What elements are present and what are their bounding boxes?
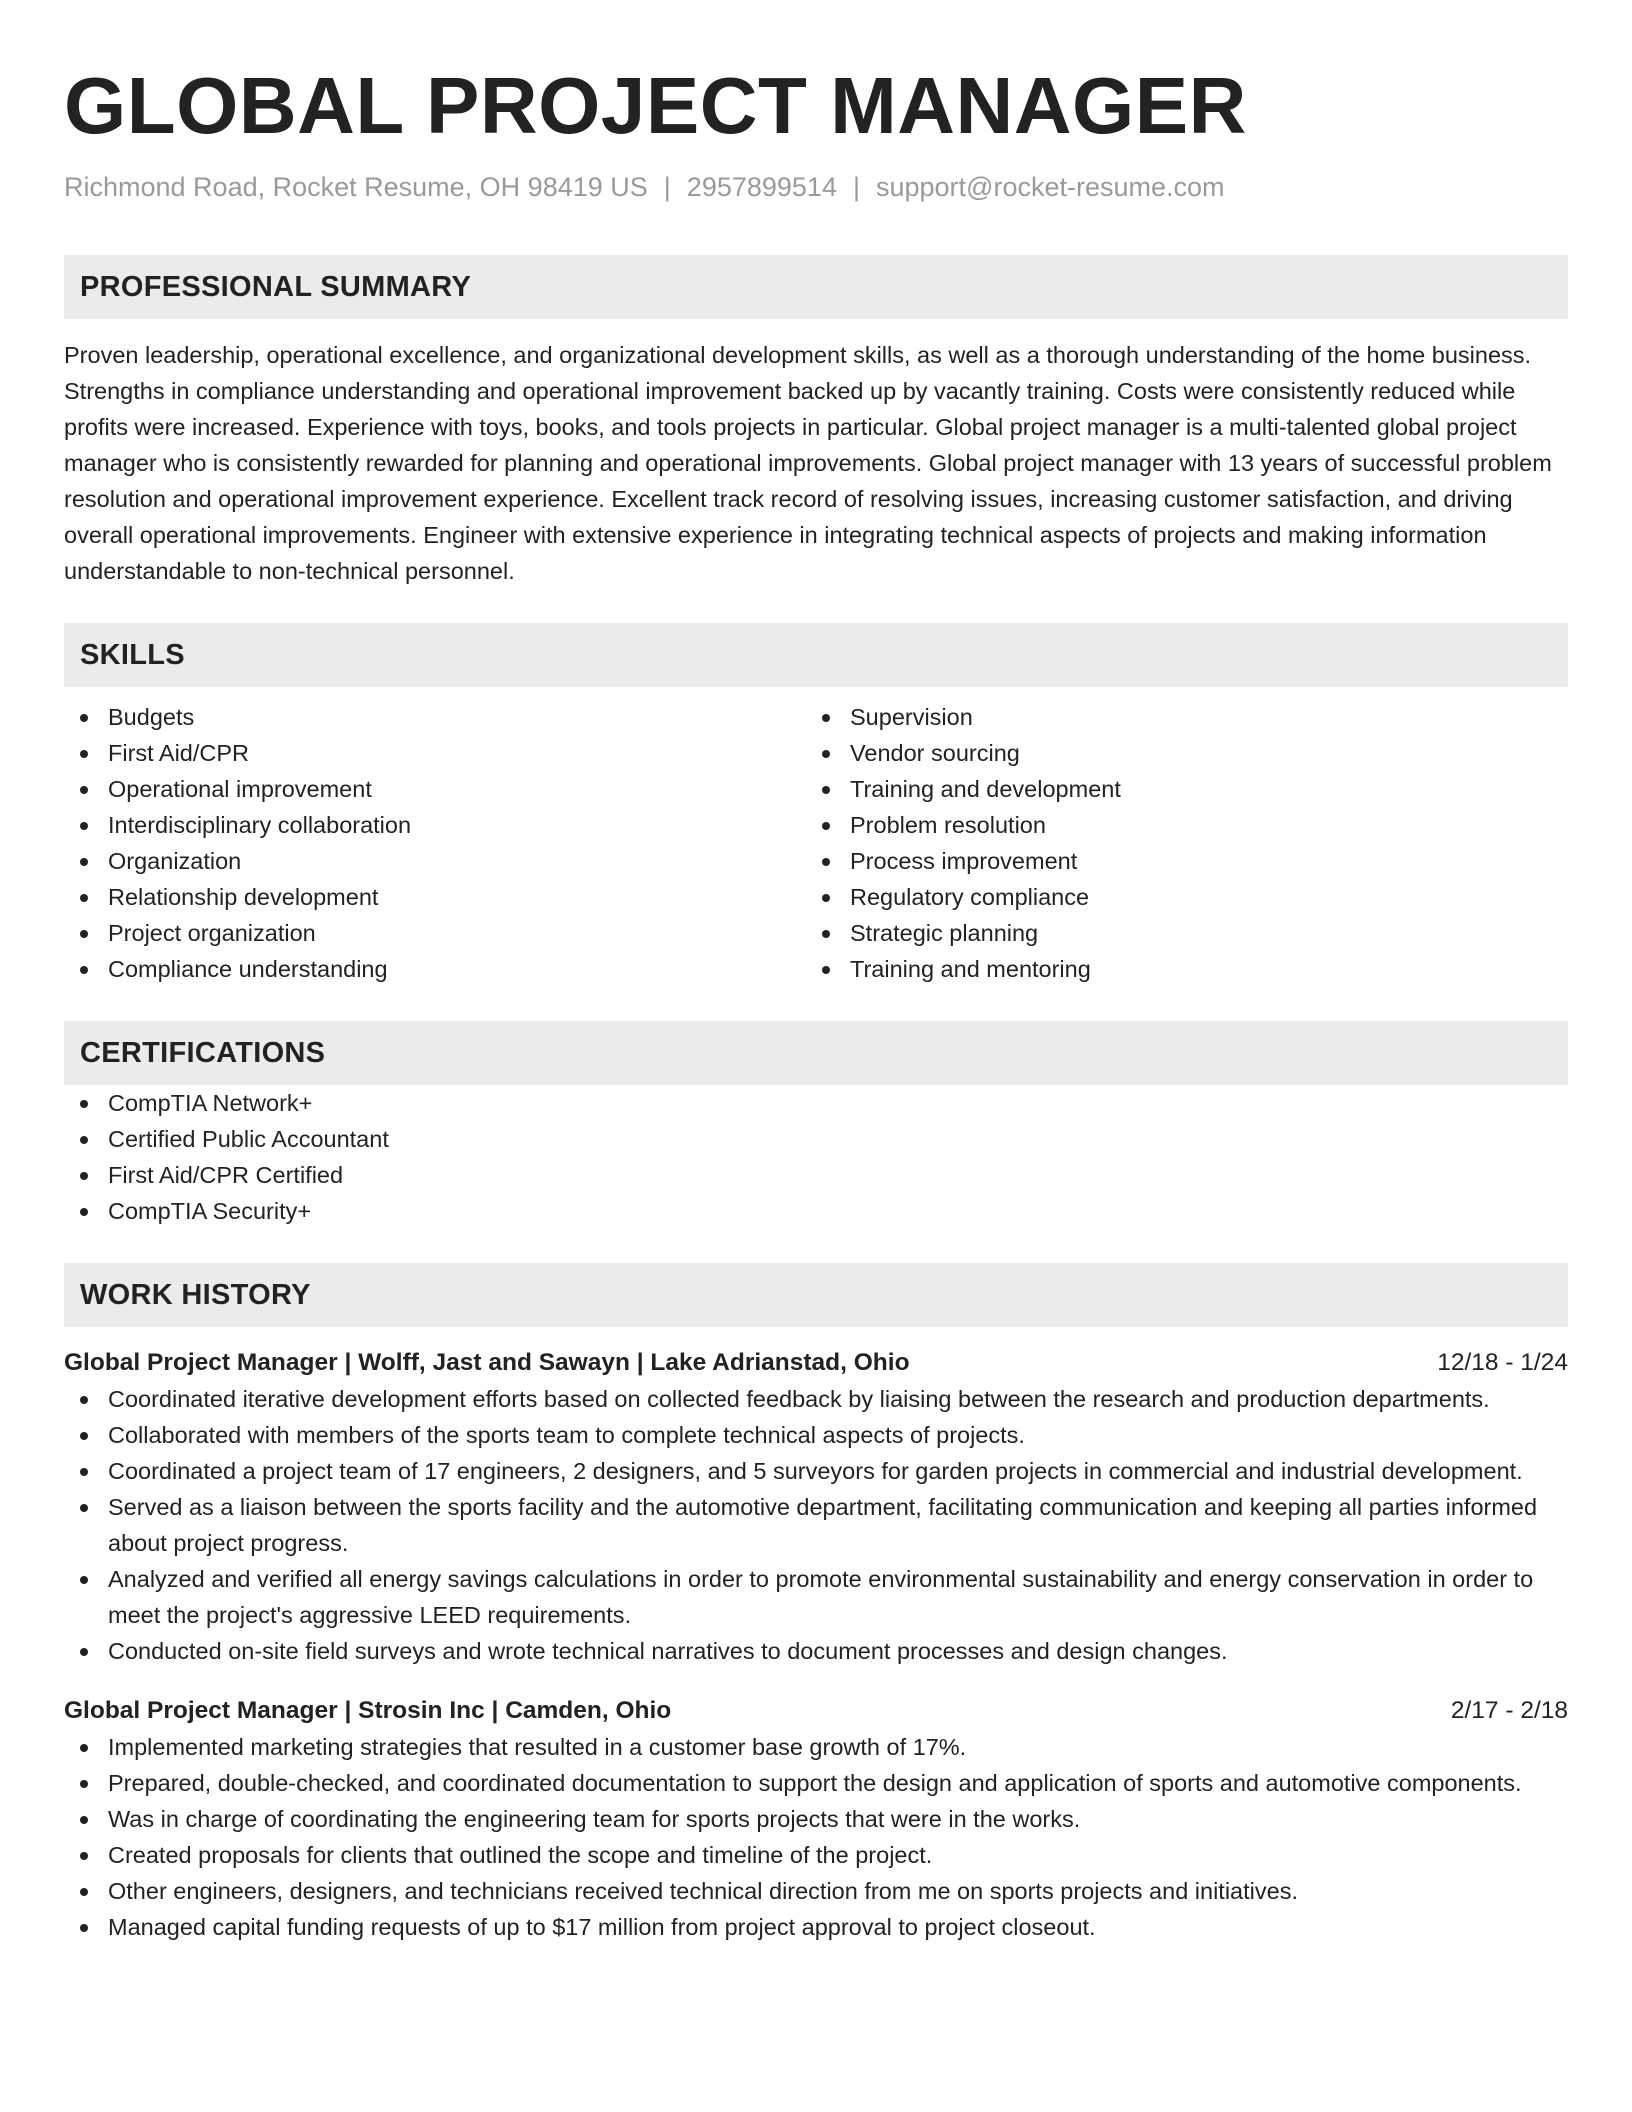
skill-item: Compliance understanding bbox=[64, 951, 806, 987]
job-bullets bbox=[64, 1729, 1568, 1945]
contact-separator: | bbox=[663, 172, 671, 202]
job-bullet: Prepared, double-checked, and coordinated documentation to support the design and application of sports and automotive components. bbox=[64, 1765, 1568, 1801]
candidate-name: GLOBAL PROJECT MANAGER bbox=[64, 61, 1247, 150]
skill-item: Relationship development bbox=[64, 879, 806, 915]
job-bullet: Coordinated iterative development efforts based on collected feedback by liaising between the research and production departments. bbox=[64, 1381, 1568, 1417]
summary-text: Proven leadership, operational excellence, and organizational development skills, as well as a thorough understanding of the home business. Strengths in compliance understanding and operational improvement backed up by vacantly training. Costs were consistently reduced while profits were increased. Experience with toys, books, and tools projects in particular. Global project manager is a multi-talented global project manager who is consistently rewarded for planning and operational improvements. Global project manager with 13 years of successful problem resolution and operational improvement experience. Excellent track record of resolving issues, increasing customer satisfaction, and driving overall operational improvements. Engineer with extensive experience in integrating technical aspects of projects and making information understandable to non-technical personnel. bbox=[64, 342, 1552, 584]
job-bullet: Was in charge of coordinating the engineering team for sports projects that were in the works. bbox=[64, 1801, 1568, 1837]
section-heading-certifications: CERTIFICATIONS bbox=[64, 1021, 1568, 1085]
job-bullet: Implemented marketing strategies that resulted in a customer base growth of 17%. bbox=[64, 1729, 1568, 1765]
skills-list-left bbox=[64, 699, 806, 987]
skill-item: Training and mentoring bbox=[806, 951, 1548, 987]
section-heading-summary: PROFESSIONAL SUMMARY bbox=[64, 255, 1568, 319]
skill-item: Process improvement bbox=[806, 843, 1548, 879]
job-bullet: Other engineers, designers, and technicians received technical direction from me on sports projects and initiatives. bbox=[64, 1873, 1568, 1909]
job-header bbox=[64, 1345, 1568, 1381]
job-header bbox=[64, 1693, 1568, 1729]
skill-item: Interdisciplinary collaboration bbox=[64, 807, 806, 843]
job-bullet: Managed capital funding requests of up to $17 million from project approval to project closeout. bbox=[64, 1909, 1568, 1945]
skill-item: Supervision bbox=[806, 699, 1548, 735]
job-bullet: Analyzed and verified all energy savings calculations in order to promote environmental sustainability and energy conservation in order to meet the project's aggressive LEED requirements. bbox=[64, 1561, 1568, 1633]
skill-item: Regulatory compliance bbox=[806, 879, 1548, 915]
job-bullet: Created proposals for clients that outlined the scope and timeline of the project. bbox=[64, 1837, 1568, 1873]
job-title: Global Project Manager | Strosin Inc | Camden, Ohio bbox=[64, 1697, 672, 1724]
skill-item: Training and development bbox=[806, 771, 1548, 807]
contact-separator: | bbox=[852, 172, 860, 202]
contact-email: support@rocket-resume.com bbox=[875, 172, 1225, 202]
job-dates: 2/17 - 2/18 bbox=[1450, 1697, 1568, 1724]
job-dates: 12/18 - 1/24 bbox=[1437, 1349, 1568, 1376]
certifications-list bbox=[64, 1085, 1568, 1229]
job-bullet: Collaborated with members of the sports team to complete technical aspects of projects. bbox=[64, 1417, 1568, 1453]
skill-item: Project organization bbox=[64, 915, 806, 951]
contact-address: Richmond Road, Rocket Resume, OH 98419 US bbox=[64, 172, 648, 202]
certification-item: First Aid/CPR Certified bbox=[64, 1157, 1568, 1193]
certification-item: Certified Public Accountant bbox=[64, 1121, 1568, 1157]
skills-columns bbox=[64, 699, 1568, 987]
job-bullet: Served as a liaison between the sports facility and the automotive department, facilitating communication and keeping all parties informed about project progress. bbox=[64, 1489, 1568, 1561]
skill-item: Strategic planning bbox=[806, 915, 1548, 951]
skill-item: Problem resolution bbox=[806, 807, 1548, 843]
job-bullets bbox=[64, 1381, 1568, 1669]
skill-item: Budgets bbox=[64, 699, 806, 735]
contact-phone: 2957899514 bbox=[686, 172, 837, 202]
skill-item: Vendor sourcing bbox=[806, 735, 1548, 771]
section-heading-work-history: WORK HISTORY bbox=[64, 1263, 1568, 1327]
job-bullet: Conducted on-site field surveys and wrote technical narratives to document processes and design changes. bbox=[64, 1633, 1568, 1669]
certification-item: CompTIA Security+ bbox=[64, 1193, 1568, 1229]
job-bullet: Coordinated a project team of 17 engineers, 2 designers, and 5 surveyors for garden projects in commercial and industrial development. bbox=[64, 1453, 1568, 1489]
skills-list-right bbox=[806, 699, 1548, 987]
skill-item: First Aid/CPR bbox=[64, 735, 806, 771]
section-heading-skills: SKILLS bbox=[64, 623, 1568, 687]
certification-item: CompTIA Network+ bbox=[64, 1085, 1568, 1121]
job-title: Global Project Manager | Wolff, Jast and Sawayn | Lake Adrianstad, Ohio bbox=[64, 1349, 910, 1376]
skill-item: Operational improvement bbox=[64, 771, 806, 807]
skill-item: Organization bbox=[64, 843, 806, 879]
contact-line bbox=[64, 172, 1568, 203]
